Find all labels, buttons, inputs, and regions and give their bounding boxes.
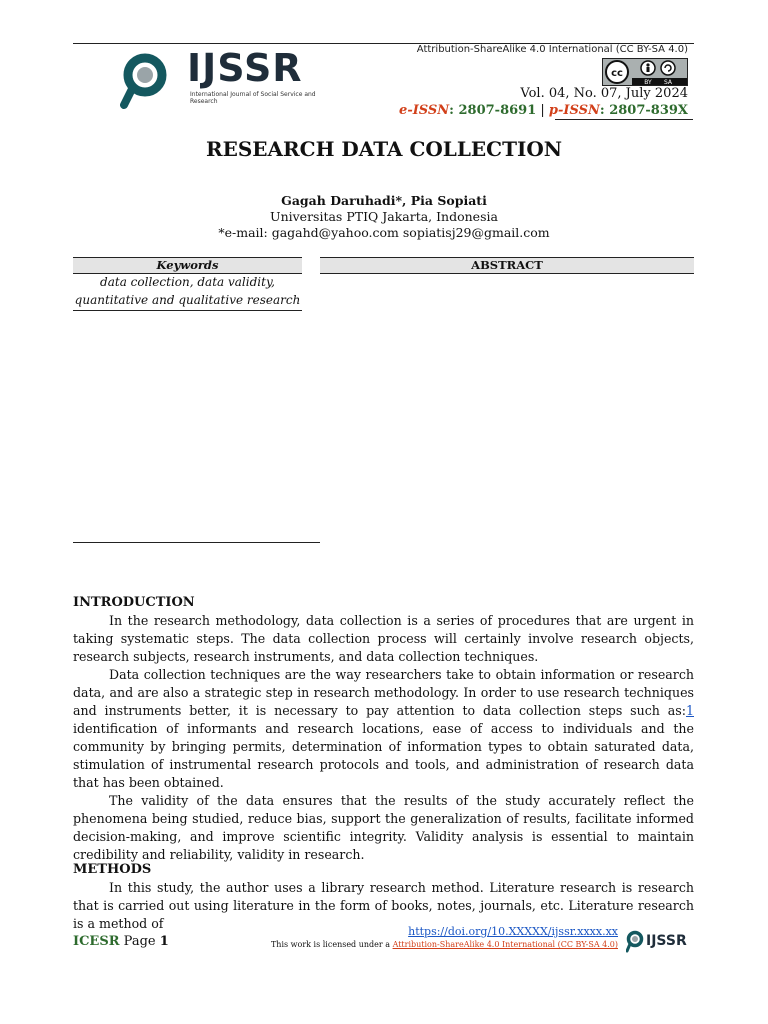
pissn-label: p-ISSN	[548, 103, 600, 118]
pissn-value: : 2807-839X	[599, 103, 688, 118]
footer-page-word: Page	[119, 934, 160, 949]
footnote-rule	[73, 542, 320, 543]
citation-link[interactable]: 1	[685, 703, 694, 718]
introduction-paragraph-3: The validity of the data ensures that the results of the study accurately reflect the phenomena being studied, reduce bias, support the generalization of results, facilitate informed decision-making, and improve scientific integrity. Validity analysis is essential to maintain credibility and reliability, validity in research.	[73, 793, 694, 862]
keywords-heading: Keywords	[73, 257, 302, 274]
issn-separator: |	[536, 103, 549, 118]
footer-license-prefix: This work is licensed under a	[270, 940, 393, 949]
eissn-label: e-ISSN	[399, 103, 450, 118]
issn-line	[399, 103, 688, 118]
paragraph-2-text-after: identification of informants and research locations, ease of access to individuals and the community by bringing permits, determination of information types to obtain saturated data, stimulation of instrumental research protocols and tools, and administration of research data that has been obtained.	[73, 721, 694, 790]
paper-email: *e-mail: gagahd@yahoo.com sopiatisj29@gmail.com	[218, 225, 550, 240]
paragraph-2-text-before: Data collection techniques are the way researchers take to obtain information or research data, and are also a strategic step in research methodology. In order to use research techniques and instruments better, it is necessary to pay attention to data collection steps such as:	[73, 667, 694, 718]
footer-journal: ICESR	[73, 934, 120, 949]
cc-badge-sa-label: SA	[663, 79, 673, 86]
svg-text:cc: cc	[611, 68, 623, 79]
keywords-list: data collection, data validity, quantitative and qualitative research	[73, 273, 302, 311]
methods-section	[73, 861, 694, 933]
introduction-heading: INTRODUCTION	[73, 595, 195, 610]
methods-heading: METHODS	[73, 862, 152, 877]
header-bottom-rule	[555, 119, 693, 120]
doi-link[interactable]: https://doi.org/10.XXXXX/ijssr.xxxx.xx	[408, 925, 618, 938]
header-license: Attribution-ShareAlike 4.0 International (CC BY-SA 4.0)	[416, 44, 688, 55]
introduction-paragraph-1: In the research methodology, data collection is a series of procedures that are urgent in taking systematic steps. The data collection process will certainly involve research objects, research subjects, research instruments, and data collection techniques.	[73, 613, 694, 664]
logo-subtitle: International Journal of Social Service and Research	[190, 91, 316, 105]
footer-logo-icon	[626, 928, 696, 954]
cc-badge-by-label: BY	[644, 79, 652, 86]
paper-authors: Gagah Daruhadi*, Pia Sopiati	[281, 193, 487, 208]
methods-paragraph-1: In this study, the author uses a library research method. Literature research is research that is carried out using literature in the form of books, notes, journals, etc. Literature research is a method of	[73, 880, 694, 931]
abstract-heading: ABSTRACT	[320, 257, 694, 274]
paper-affiliation: Universitas PTIQ Jakarta, Indonesia	[270, 209, 498, 224]
footer-logo-wordmark: IJSSR	[646, 933, 687, 949]
logo-wordmark: IJSSR	[187, 46, 303, 90]
footer-license	[271, 940, 618, 949]
footer-page-number: 1	[159, 934, 169, 949]
eissn-value: : 2807-8691	[449, 103, 537, 118]
cc-by-sa-badge-icon	[602, 58, 688, 86]
introduction-paragraph-2	[73, 666, 694, 792]
introduction-section	[73, 594, 694, 864]
paper-title: RESEARCH DATA COLLECTION	[205, 137, 563, 161]
footer-page-label	[73, 934, 169, 949]
volume-info: Vol. 04, No. 07, July 2024	[520, 86, 688, 101]
footer-license-link[interactable]: Attribution-ShareAlike 4.0 International (CC BY-SA 4.0)	[392, 940, 618, 949]
